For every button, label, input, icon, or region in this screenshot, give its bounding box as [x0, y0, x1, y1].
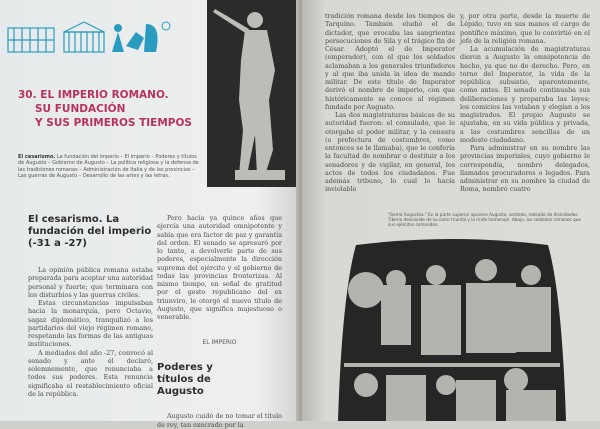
- image-caption: "Gema Augustea." En la parte superior aparece Augusto, sentado, rodeado de divinidades. Tiberio desciende de su carro triunfal y le rinde homenaje. Abajo, los soldados romanos que sus ejércitos comandan.: [388, 212, 581, 227]
- paragraph: Para administrar en su nombre las provincias imperiales, cuyo gobierno le correspondía, nombró delegados, llamados procuradores o legados. Para administrar en su nombre la ciudad de Roma, nombró cuatro: [460, 144, 590, 194]
- chapter-title: [18, 88, 192, 130]
- text-column: [460, 12, 590, 194]
- roman-architecture-illustration-icon: [6, 16, 176, 56]
- chapter-number: 30.: [18, 89, 37, 101]
- paragraph: Augusto cuidó de no tomar el título de rey, tan execrado por la: [157, 412, 282, 429]
- paragraph: La acumulación de magistraturas dieron a Augusto la omnipotencia de hecho, ya que no de derecho. Pero, en torno del Imperator, la vida de la república subsistió, aparentemente, como antes. El senado continuaba sus deliberaciones y preparaba las leyes; los comicios las votaban y elegían a los magistrados. El propio Augusto se ajustaba, en su vida pública y privada, a las costumbres sencillas de un modesto ciudadano.: [460, 45, 590, 144]
- title-line: SU FUNDACIÓN: [35, 103, 126, 115]
- text-column: [157, 214, 282, 321]
- text-column: [28, 266, 153, 398]
- summary-lead: El cesarismo.: [18, 154, 56, 160]
- section-heading: El cesarismo. La fundación del imperio (-31 a -27): [28, 214, 152, 249]
- paragraph: tradición romana desde los tiempos de Tarquino. También eludió el de dictador, que evocaba las sangrientas persecuciones de Sila y el trágico fin de César. Adoptó el de Imperator (emperador), con el que los soldados aclamaban a los generales triunfadores y al que iba unida la idea de mando militar. De este título de Imperator derivó el nombre de imperio, con que históricamente se conoce al régimen fundado por Augusto.: [325, 12, 455, 111]
- subsection-label: EL IMPERIO: [202, 339, 237, 347]
- paragraph: Estas circunstancias impulsaban hacia la monarquía, pero Octavio, sagaz diplomático, tranquilizó a los partidarios del viejo régimen romano, respetando las formas de las antiguas instituciones.: [28, 299, 153, 349]
- title-line: Y SUS PRIMEROS TIEMPOS: [35, 117, 192, 129]
- summary-text: La fundación del imperio – El imperio – Poderes y títulos de Augusto – Gobierno de Augusto – La política religiosa y la defensa de las tradiciones romanas – Administración de Italia y de las provincias – Las guerras de Augusto – Desarrollo de las artes y las letras.: [18, 154, 199, 179]
- paragraph: y, por otra parte, desde la muerte de Lépido, tuvo en sus manos el cargo de pontífice máximo, que lo convirtió en el jefe de la religión romana.: [460, 12, 590, 45]
- subheading: Poderes y títulos de Augusto: [157, 362, 213, 398]
- title-line: EL IMPERIO ROMANO.: [40, 89, 169, 101]
- augustus-statue-photo: [207, 0, 297, 187]
- chapter-summary: [18, 154, 201, 179]
- text-column: [325, 12, 455, 194]
- gemma-augustea-cameo-photo: [336, 235, 568, 421]
- paragraph: A mediados del año -27, convocó al senado y ante él declaró, solemnemente, que renunciaba a todos sus poderes. Esta renuncia significaba el restablecimiento oficial de la república.: [28, 348, 153, 398]
- paragraph: La opinión pública romana estaba preparada para aceptar una autoridad personal y fuerte; que terminara con los disturbios y las guerras civiles.: [28, 266, 153, 299]
- paragraph: Las dos magistraturas básicas de su autoridad fueron: el consulado, que le otorgaba el poder militar, y la censura (o prefectura de costumbres, como entonces se le llamaba), que le confería la facultad de nombrar o destituir a los senadores y de vigilar, en general, los actos de todos los ciudadanos. Fue además tribuno, lo cual lo hacía inviolable: [325, 111, 455, 194]
- paragraph: Pero hacía ya quince años que ejercía una autoridad omnipotente y sabía que era factor de paz y garantía del orden. El senado se apresuró por lo tanto, a devolverle parte de sus poderes, especialmente la dirección suprema del ejército y el gobierno de todas las provincias fronterizas. Al mismo tiempo, en señal de gratitud por el gesto republicano del ex triunviro, le otorgó el nuevo título de Augusto, que significa majestuoso o venerable.: [157, 214, 282, 321]
